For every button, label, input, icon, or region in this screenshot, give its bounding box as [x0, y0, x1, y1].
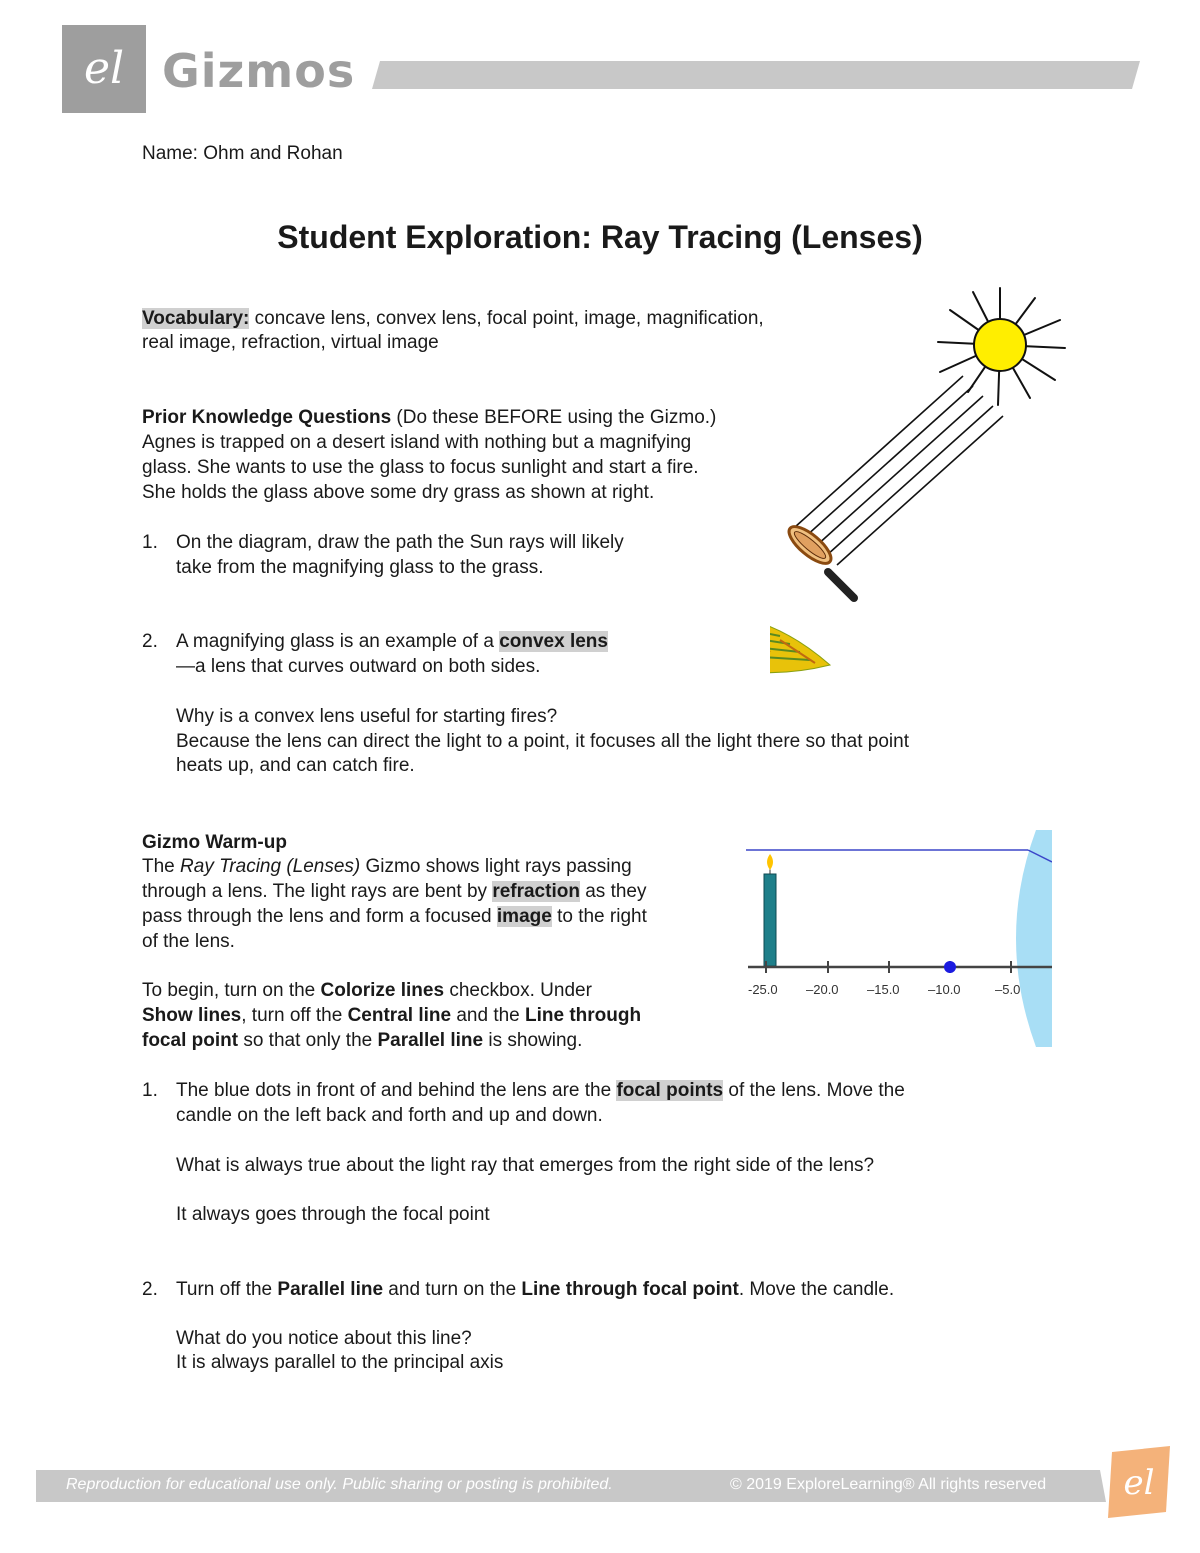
- page-title: Student Exploration: Ray Tracing (Lenses): [277, 219, 923, 255]
- w-p2l3-post: is showing.: [483, 1030, 583, 1051]
- prior-q1-line-1: On the diagram, draw the path the Sun rays will likely: [176, 532, 624, 553]
- footer-logo-icon: [1104, 1446, 1174, 1518]
- term-image: image: [496, 906, 552, 927]
- candle-icon: [764, 854, 776, 966]
- w-p2l1-post: checkbox. Under: [444, 980, 592, 1001]
- warmup-p1-line-1: [142, 855, 632, 879]
- w-p2l1-pre: To begin, turn on the: [142, 980, 321, 1001]
- brand-name: Gizmos: [162, 44, 356, 98]
- vocabulary-line-1: [142, 307, 764, 331]
- prior-q2-number: 2.: [142, 631, 158, 652]
- vocabulary-label: Vocabulary:: [142, 308, 250, 329]
- name-line: Name: Ohm and Rohan: [142, 143, 343, 164]
- axis-tick-label: –5.0: [995, 982, 1021, 997]
- warmup-q1-number: 1.: [142, 1080, 158, 1101]
- warmup-q2-line-1: [176, 1278, 894, 1302]
- prior-text-1: Agnes is trapped on a desert island with nothing but a magnifying: [142, 432, 692, 453]
- prior-knowledge-heading: [142, 406, 716, 430]
- warmup-p1-line-4: of the lens.: [142, 931, 235, 952]
- warmup-q1-answer: It always goes through the focal point: [176, 1204, 490, 1225]
- prior-q2-answer-2: heats up, and can catch fire.: [176, 755, 415, 776]
- wq2-post: . Move the candle.: [738, 1279, 895, 1300]
- w-p1l2-post: as they: [579, 881, 647, 902]
- gizmo-ray-tracing-image: [746, 830, 1052, 1047]
- footer-disclaimer: Reproduction for educational use only. Public sharing or posting is prohibited.: [66, 1476, 613, 1493]
- principal-axis: [748, 961, 1052, 973]
- w-p2l2-b2: Central line: [347, 1005, 452, 1026]
- warmup-heading-text: Gizmo Warm-up: [142, 832, 287, 853]
- wq1-post: of the lens. Move the: [723, 1080, 905, 1101]
- w-p1l1-pre: The: [142, 856, 181, 877]
- prior-q1-number: 1.: [142, 532, 158, 553]
- warmup-q1-line-2: candle on the left back and forth and up and down.: [176, 1105, 603, 1126]
- prior-q2-question: Why is a convex lens useful for starting fires?: [176, 706, 558, 727]
- warmup-p2-line-3: [142, 1029, 582, 1053]
- w-p1l3-post: to the right: [551, 906, 647, 927]
- w-p2l3-mid: so that only the: [238, 1030, 378, 1051]
- focal-point-dot-icon: [944, 961, 956, 973]
- prior-q2-line-2: —a lens that curves outward on both sides.: [176, 656, 541, 677]
- prior-q2-line-1: [176, 630, 608, 654]
- w-p2l2-b3: Line through: [525, 1005, 642, 1026]
- footer-logo-mark: el: [1123, 1463, 1155, 1503]
- warmup-q2-answer: It is always parallel to the principal axis: [176, 1352, 504, 1373]
- warmup-q1-line-1: [176, 1079, 905, 1103]
- warmup-p1-line-2: [142, 880, 647, 904]
- prior-heading-note: (Do these BEFORE using the Gizmo.): [391, 407, 717, 428]
- prior-q1-line-2: take from the magnifying glass to the grass.: [176, 557, 544, 578]
- axis-tick-label: –20.0: [806, 982, 839, 997]
- grass-icon: [770, 617, 830, 673]
- w-p1l3-pre: pass through the lens and form a focused: [142, 906, 497, 927]
- warmup-q2-number: 2.: [142, 1279, 158, 1300]
- sun-icon: [938, 288, 1065, 405]
- wq1-pre: The blue dots in front of and behind the lens are the: [176, 1080, 617, 1101]
- w-p2l3-b1: focal point: [142, 1030, 239, 1051]
- wq2-pre: Turn off the: [176, 1279, 278, 1300]
- warmup-p1-line-3: [142, 905, 647, 929]
- wq2-b2: Line through focal point: [521, 1279, 739, 1300]
- wq2-mid: and turn on the: [383, 1279, 522, 1300]
- wq2-b1: Parallel line: [277, 1279, 384, 1300]
- sun-ray-lines: [795, 376, 1003, 565]
- term-refraction: refraction: [492, 881, 580, 902]
- w-p2l3-b2: Parallel line: [377, 1030, 484, 1051]
- w-p2l2-m1: , turn off the: [241, 1005, 348, 1026]
- logo: [62, 25, 146, 113]
- prior-q2-answer-1: Because the lens can direct the light to a point, it focuses all the light there so that point: [176, 731, 910, 752]
- warmup-q2-question: What do you notice about this line?: [176, 1328, 472, 1349]
- w-p1l2-pre: through a lens. The light rays are bent by: [142, 881, 493, 902]
- logo-mark: el: [83, 43, 125, 94]
- header-bar: [372, 61, 1140, 89]
- term-focal-points: focal points: [616, 1080, 724, 1101]
- w-p2l2-m2: and the: [451, 1005, 526, 1026]
- axis-tick-label: –15.0: [867, 982, 900, 997]
- vocabulary-terms-1: concave lens, convex lens, focal point, image, magnification,: [249, 308, 764, 329]
- sun-rays-illustration: [770, 280, 1080, 680]
- prior-q2-pre: A magnifying glass is an example of a: [176, 631, 500, 652]
- w-p2l1-bold: Colorize lines: [320, 980, 445, 1001]
- warmup-p2-line-1: [142, 979, 592, 1003]
- warmup-heading: [142, 831, 287, 855]
- prior-text-2: glass. She wants to use the glass to focus sunlight and start a fire.: [142, 457, 699, 478]
- w-p2l2-b1: Show lines: [142, 1005, 242, 1026]
- axis-tick-label: –10.0: [928, 982, 961, 997]
- axis-tick-label: -25.0: [748, 982, 778, 997]
- vocabulary-line-2: real image, refraction, virtual image: [142, 332, 439, 353]
- w-p1l1-post: Gizmo shows light rays passing: [360, 856, 632, 877]
- prior-heading-bold: Prior Knowledge Questions: [142, 407, 392, 428]
- lens-icon: [1016, 830, 1052, 1047]
- w-p1l1-italic: Ray Tracing (Lenses): [180, 856, 361, 877]
- warmup-p2-line-2: [142, 1004, 641, 1028]
- footer-copyright: © 2019 ExploreLearning® All rights reserved: [730, 1476, 1047, 1493]
- parallel-ray: [746, 850, 1052, 862]
- prior-text-3: She holds the glass above some dry grass as shown at right.: [142, 482, 655, 503]
- warmup-q1-question: What is always true about the light ray that emerges from the right side of the lens?: [176, 1155, 875, 1176]
- term-convex-lens: convex lens: [499, 631, 608, 652]
